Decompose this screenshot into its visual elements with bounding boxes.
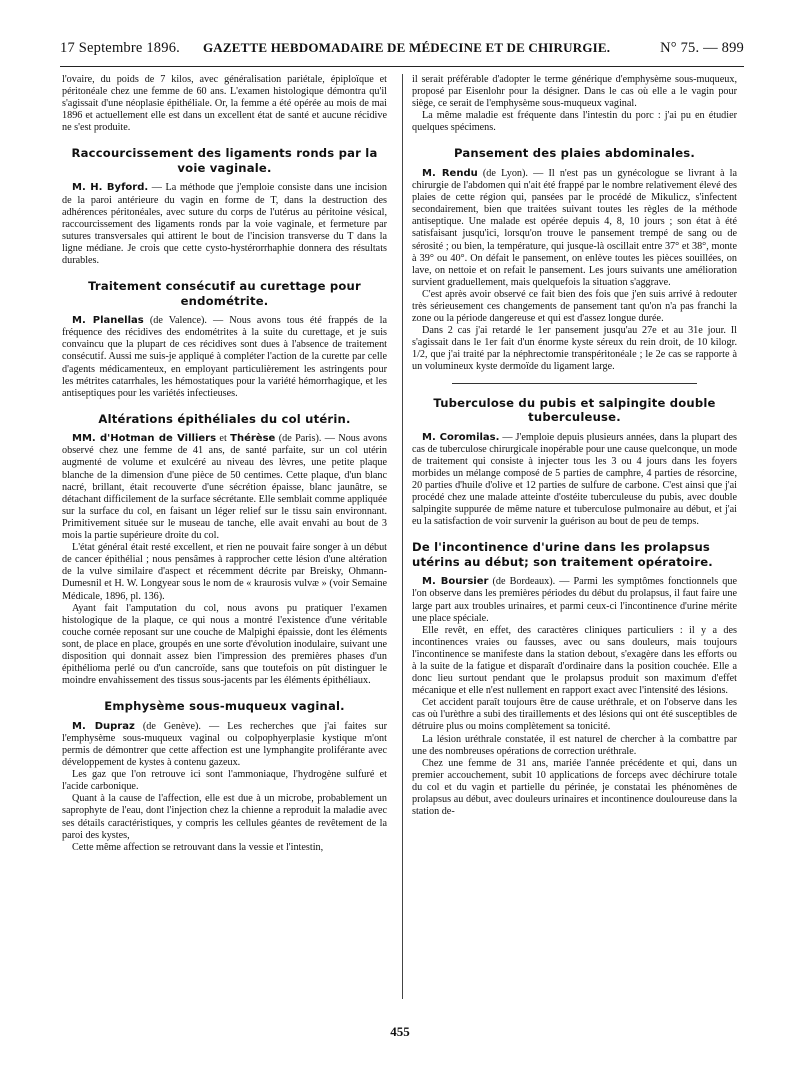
- body-text: (de Valence). — Nous avons tous été frappés de la fréquence des récidives des endométrites à la suite du curettage, et je suis convaincu que la plupart de ces récidives sont dues à l'absence de traitement consécutif. Aussi me suis-je appliqué à compléter l'action de la curette par celle d'agents médicamenteux, en employant particulièrement les astringents pour les métrites catarrhales, les hémostatiques pour la variété hémorrhagique, et les antiseptiques pour les variétés infectieuses.: [62, 315, 387, 399]
- section-body-curettage: [62, 315, 387, 400]
- section-separator: [452, 383, 697, 384]
- running-header: [60, 36, 744, 60]
- header-issue-page-number: N° 75. — 899: [660, 40, 744, 56]
- left-column: [62, 74, 387, 854]
- paragraph: C'est après avoir observé ce fait bien des fois que j'en suis arrivé à redouter très sérieusement ces changements de pansement tant qu'on n'a pas franchi la zone ou la période dangereuse et qui est d'assez longue durée.: [412, 288, 737, 325]
- section-body-ligaments: [62, 182, 387, 267]
- paragraph: Les gaz que l'on retrouve ici sont l'ammoniaque, l'hydrogène sulfuré et l'acide carbonique.: [62, 769, 387, 793]
- section-body-emphyseme: [62, 721, 387, 769]
- continued-paragraph: l'ovaire, du poids de 7 kilos, avec généralisation pariétale, épiploïque et péritonéale chez une femme de 60 ans. L'examen histologique démontra qu'il s'agissait d'une néoplasie épithéliale. Or, la femme a été opérée au mois de mai 1896 et actuellement elle est dans un excellent état de santé et aucune récidive ne s'est produite.: [62, 74, 387, 134]
- section-title-ligaments: Raccourcissement des ligaments ronds par la voie vaginale.: [71, 146, 378, 175]
- author-name: M. Rendu: [422, 167, 478, 179]
- page-number-footer: 455: [390, 1024, 410, 1039]
- paragraph: La même maladie est fréquente dans l'intestin du porc : j'ai pu en étudier quelques spécimens.: [412, 110, 737, 134]
- section-body-tuberculose: [412, 432, 737, 529]
- section-body-incontinence: [412, 576, 737, 624]
- header-journal-title: GAZETTE HEBDOMADAIRE DE MÉDECINE ET DE CHIRURGIE.: [203, 40, 611, 55]
- body-text: — J'emploie depuis plusieurs années, dans la plupart des cas de tuberculose chirurgicale inopérable pour une cause quelconque, un mode de traitement qui consiste à injecter tous les 3 ou 4 jours dans les foyers morbides un mélange composé de 5 parties de camphre, 4 parties de résorcine, 20 parties d'huile d'olive et 12 parties de sulfure de carbone. C'est ainsi que j'ai procédé chez une malade atteinte d'ostéite tuberculeuse du pubis, avec double salpingite suppurée de même nature et tuberculose pulmonaire au début, et j'ai eu la satisfaction de voir survenir la guérison au bout de peu de temps.: [412, 431, 737, 528]
- body-text: (de Paris). — Nous avons observé chez une femme de 41 ans, de santé parfaite, sur un col utérin augmenté de volume et exulcéré au niveau des lèvres, une petite plaque blanche de la dimension d'une pièce de 50 centimes. Cette plaque, d'un blanc nacré, brillant, était recouverte d'une sécrétion épaisse, blanc jaunâtre, se détachant difficilement de la surface sécrétante. Elle semblait comme appliquée sur la surface du col, en faisant un léger relief sur le tissu sain environnant. Primitivement située sur le museau de tanche, elle avait envahi au bout de 3 mois la partie supérieure droite du col.: [62, 433, 387, 542]
- author-name: M. Planellas: [72, 315, 144, 327]
- paragraph: Elle revêt, en effet, des caractères cliniques particuliers : il y a des incontinences vraies ou fausses, avec ou sans douleurs, mais toujours l'incontinence se manifeste dans la station debout, s'exagère dans les efforts ou à la suite de la fatigue et disparaît d'ordinaire dans la position couchée. Elle a donc lieu surtout pendant que le prolapsus produit son maximum d'effet mécanique et elle n'est nullement en rapport exact avec l'intensité des lésions.: [412, 624, 737, 697]
- section-body-col-uterin: [62, 433, 387, 542]
- author-name: M. Coromilas.: [422, 431, 500, 443]
- body-text: (de Bordeaux). — Parmi les symptômes fonctionnels que l'on observe dans les premières périodes du début du prolapsus, il faut faire une large part aux troubles urinaires, et parmi ceux-ci l'incontinence d'urine mérite une place spéciale.: [412, 576, 738, 624]
- section-title-col-uterin: Altérations épithéliales du col utérin.: [98, 411, 351, 426]
- body-text: — La méthode que j'emploie consiste dans une incision de la paroi antérieure du vagin en forme de T, dans la destruction des adhérences péritonéales, avec suture du corps de l'utérus au péritoine vésical, raccourcissement des ligaments ronds par la voie vaginale, et fermeture par sutures transversales qui attirent le bout de l'incision transverse du T dans la ligne médiane. Je crois que cette cysto-hystérorrhaphie donnera des résultats durables.: [62, 182, 387, 267]
- paragraph: Cet accident paraît toujours être de cause uréthrale, et on l'observe dans les cas où l'urèthre a subi des tiraillements et des lésions qui ont été susceptibles de détruire plus ou moins complètement sa tonicité.: [412, 697, 737, 733]
- continued-paragraph: il serait préférable d'adopter le terme générique d'emphysème sous-muqueux, proposé par Eisenlohr pour la désigner. Dans le cas où elle a le vagin pour siège, ce serait de l'emphysème sous-muqueux vaginal.: [412, 74, 737, 110]
- header-date: 17 Septembre 1896.: [60, 40, 180, 56]
- paragraph: Cette même affection se retrouvant dans la vessie et l'intestin,: [72, 841, 324, 853]
- paragraph: Ayant fait l'amputation du col, nous avons pu pratiquer l'examen histologique de la plaque, ce qui nous a montré l'existence d'une véritable couche cornée reposant sur une couche de Malpighi épaissie, dont les éléments sont, de place en place, groupés en une sorte d'évolution inodulaire, suivant une disposition qui donnait assez bien l'impression des premières phases d'un épithélioma perlé ou d'un cancroïde, sans que toutefois on pût distinguer le moindre envahissement des tissus sous-jacents par les éléments épithéliaux.: [62, 602, 387, 687]
- author-name: MM. d'Hotman de Villiers: [72, 433, 217, 445]
- paragraph: Chez une femme de 31 ans, mariée l'année précédente et qui, dans un premier accouchement, subit 10 applications de forceps avec déchirure totale du col et du vagin et partielle du périnée, je constatai les phénomènes de prolapsus au début, avec douleurs urinaires et incontinence douloureuse dans la station de-: [412, 757, 737, 818]
- section-title-pansement: Pansement des plaies abdominales.: [453, 146, 696, 161]
- author-name: M. Dupraz: [72, 720, 135, 732]
- paragraph: La lésion uréthrale constatée, il est naturel de chercher à la combattre par une des nombreuses opérations de correction uréthrale.: [412, 733, 737, 757]
- author-connector: et: [216, 433, 231, 445]
- paragraph: Quant à la cause de l'affection, elle est due à un microbe, probablement un saprophyte de l'eau, dont l'injection chez la chienne a reproduit la maladie avec ses détails caractéristiques, y compris les cellules géantes de revêtement de la paroi des kystes,: [62, 793, 387, 841]
- author-name: Thérèse: [230, 433, 276, 445]
- right-column: [412, 74, 737, 818]
- paragraph: L'état général était resté excellent, et rien ne pouvait faire songer à un début de cancer épithélial ; nous pensâmes à rapprocher cette lésion d'une altération de la vulve similaire d'aspect et récemment décrite par Breisky, Ohmann-Dumesnil et H. W. Longyear sous le nom de « kraurosis vulvæ » (voir Semaine Médicale, 1896, pl. 136).: [62, 542, 387, 602]
- section-body-pansement: [412, 168, 737, 289]
- body-text: (de Genève). — Les recherches que j'ai faites sur l'emphysème sous-muqueux vaginal ou colpophyerplasie kystique m'ont permis de démontrer que cette affection est une lymphangite proliférante avec développement de kystes à contenu gazeux.: [62, 720, 387, 769]
- section-title-tuberculose: Tuberculose du pubis et salpingite double tuberculeuse.: [433, 395, 716, 425]
- section-title-curettage: Traitement consécutif au curettage pour endométrite.: [88, 279, 361, 308]
- paragraph: Dans 2 cas j'ai retardé le 1er pansement jusqu'au 27e et au 31e jour. Il s'agissait dans le 1er fait d'un énorme kyste séreux du rein droit, de 10 kilogr. 1/2, que j'ai traité par la néphrectomie transpéritonéale ; le 2e cas se rapporte à un volumineux kyste dermoïde du ligament large.: [412, 325, 737, 373]
- author-name: M. Boursier: [422, 576, 489, 588]
- section-title-incontinence: De l'incontinence d'urine dans les prolapsus utérins au début; son traitement opératoire.: [412, 540, 713, 569]
- section-title-emphyseme: Emphysème sous-muqueux vaginal.: [104, 699, 345, 714]
- column-divider: [402, 74, 403, 999]
- body-text: (de Lyon). — Il n'est pas un gynécologue se livrant à la chirurgie de l'abdomen qui n'ait été frappé par le nombre relativement élevé des plaies de cette région qui, pansées par le procédé de Mikulicz, s'infectent secondairement, bien que traitées suivant toutes les règles de la méthode antiseptique. Une malade est opérée depuis 4, 8, 10 jours ; son état à été satisfaisant jusqu'ici, lorsqu'on trouve le pansement trempé de sang ou de sérosité ; ou bien, la température, qui jusque-là oscillait entre 37° et 38°, monte à 39° ou 40°. On défait le pansement, on enlève toutes les pièces souillées, on lave, on nettoie et on refait le pansement. Les jours suivants une amélioration survient graduellement, mais quelquefois la situation s'aggrave.: [412, 167, 737, 288]
- author-name: M. H. Byford.: [72, 182, 149, 194]
- header-rule: [60, 66, 744, 67]
